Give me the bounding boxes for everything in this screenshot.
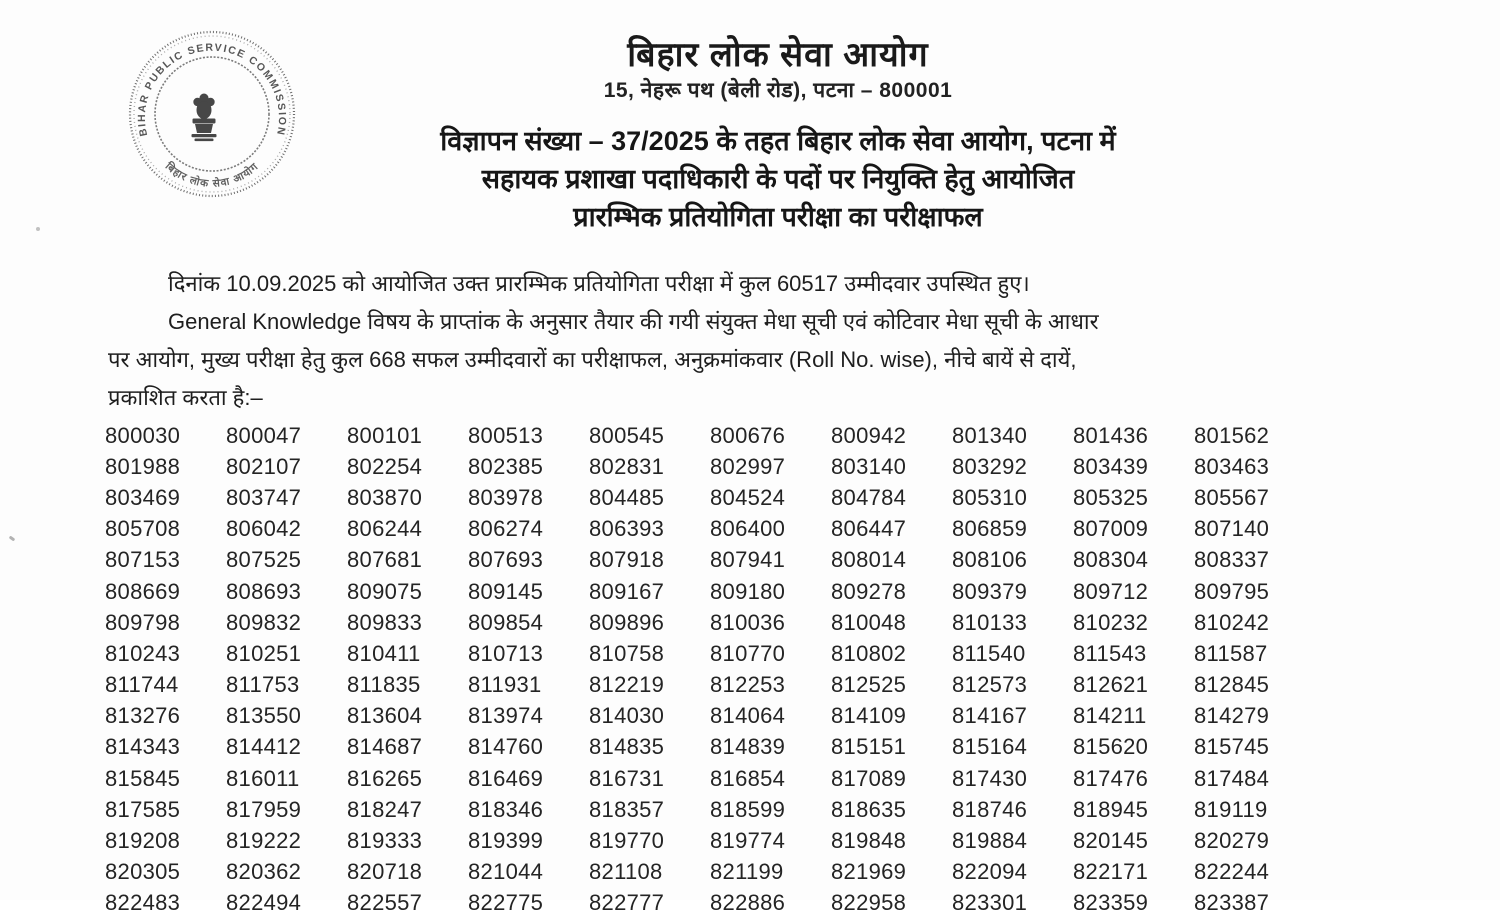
roll-number: 805325 bbox=[1073, 484, 1149, 510]
roll-number: 818599 bbox=[710, 796, 786, 822]
roll-number: 814412 bbox=[226, 734, 302, 760]
roll-number: 813974 bbox=[468, 703, 544, 729]
roll-number: 817585 bbox=[105, 796, 181, 822]
roll-number: 819884 bbox=[952, 828, 1028, 854]
roll-number: 823387 bbox=[1194, 890, 1270, 916]
roll-number: 819770 bbox=[589, 828, 665, 854]
roll-number: 815164 bbox=[952, 734, 1028, 760]
roll-number: 811587 bbox=[1194, 640, 1268, 666]
roll-number: 808106 bbox=[952, 547, 1028, 573]
roll-number: 823359 bbox=[1073, 890, 1149, 916]
org-address: 15, नेहरू पथ (बेली रोड), पटना – 800001 bbox=[603, 79, 953, 102]
roll-number: 822094 bbox=[952, 859, 1028, 885]
roll-number: 800030 bbox=[105, 422, 181, 448]
roll-number: 809712 bbox=[1073, 578, 1149, 604]
roll-number: 806274 bbox=[468, 516, 544, 542]
roll-number: 812573 bbox=[952, 672, 1028, 698]
roll-number: 809832 bbox=[226, 609, 302, 635]
roll-number: 812621 bbox=[1073, 672, 1149, 698]
roll-number: 815845 bbox=[105, 765, 181, 791]
roll-number: 812253 bbox=[710, 672, 786, 698]
roll-number: 800101 bbox=[347, 422, 423, 448]
roll-number: 817430 bbox=[952, 765, 1028, 791]
roll-number: 808304 bbox=[1073, 547, 1149, 573]
roll-number: 821044 bbox=[468, 859, 544, 885]
roll-number: 807140 bbox=[1194, 516, 1270, 542]
roll-number: 809075 bbox=[347, 578, 423, 604]
roll-number: 819208 bbox=[105, 828, 181, 854]
roll-number: 817089 bbox=[831, 765, 907, 791]
roll-number: 800676 bbox=[710, 422, 786, 448]
roll-number: 818945 bbox=[1073, 796, 1149, 822]
roll-number: 809798 bbox=[105, 609, 181, 635]
roll-number: 808669 bbox=[105, 578, 181, 604]
roll-number: 819222 bbox=[226, 828, 302, 854]
body-paragraph-line-2: General Knowledge विषय के प्राप्तांक के अनुसार तैयार की गयी संयुक्त मेधा सूची एवं कोटिवार मेधा सूची के आधार bbox=[168, 309, 1099, 334]
roll-number: 822886 bbox=[710, 890, 786, 916]
roll-number: 814835 bbox=[589, 734, 665, 760]
roll-number: 810048 bbox=[831, 609, 907, 635]
roll-number: 814167 bbox=[952, 703, 1028, 729]
roll-number: 814211 bbox=[1073, 703, 1147, 729]
roll-number: 820279 bbox=[1194, 828, 1270, 854]
roll-number: 821199 bbox=[710, 859, 784, 885]
roll-number: 814064 bbox=[710, 703, 786, 729]
roll-number: 801562 bbox=[1194, 422, 1270, 448]
roll-number: 812525 bbox=[831, 672, 907, 698]
roll-number: 811744 bbox=[105, 672, 179, 698]
roll-number: 819774 bbox=[710, 828, 786, 854]
roll-number: 814839 bbox=[710, 734, 786, 760]
scan-speck bbox=[9, 536, 16, 542]
roll-number: 810242 bbox=[1194, 609, 1270, 635]
roll-number: 809167 bbox=[589, 578, 665, 604]
roll-number: 803469 bbox=[105, 484, 181, 510]
roll-number: 817476 bbox=[1073, 765, 1149, 791]
roll-number: 806393 bbox=[589, 516, 665, 542]
roll-number: 800942 bbox=[831, 422, 907, 448]
roll-number: 813276 bbox=[105, 703, 181, 729]
roll-number: 816265 bbox=[347, 765, 423, 791]
notice-title-line-2: सहायक प्रशाखा पदाधिकारी के पदों पर नियुक्ति हेतु आयोजित bbox=[481, 164, 1075, 194]
roll-number: 810243 bbox=[105, 640, 181, 666]
roll-number: 813604 bbox=[347, 703, 423, 729]
roll-number: 814030 bbox=[589, 703, 665, 729]
seal-ring-text-top: BIHAR PUBLIC SERVICE COMMISSION bbox=[135, 41, 289, 138]
roll-number: 816011 bbox=[226, 765, 300, 791]
org-name: बिहार लोक सेवा आयोग bbox=[627, 36, 929, 74]
roll-number: 802107 bbox=[226, 453, 302, 479]
roll-number: 814760 bbox=[468, 734, 544, 760]
roll-number: 812845 bbox=[1194, 672, 1270, 698]
roll-number: 818247 bbox=[347, 796, 423, 822]
roll-number: 823301 bbox=[952, 890, 1028, 916]
roll-number: 811543 bbox=[1073, 640, 1147, 666]
roll-number: 807525 bbox=[226, 547, 302, 573]
roll-number: 806042 bbox=[226, 516, 302, 542]
roll-number: 807009 bbox=[1073, 516, 1149, 542]
roll-number: 810802 bbox=[831, 640, 907, 666]
roll-number: 819119 bbox=[1194, 796, 1268, 822]
roll-number: 810251 bbox=[226, 640, 302, 666]
notice-title-line-3: प्रारम्भिक प्रतियोगिता परीक्षा का परीक्षाफल bbox=[573, 202, 983, 232]
roll-number: 822171 bbox=[1073, 859, 1149, 885]
roll-number: 805310 bbox=[952, 484, 1028, 510]
roll-number: 808014 bbox=[831, 547, 907, 573]
roll-number: 809896 bbox=[589, 609, 665, 635]
roll-number: 821969 bbox=[831, 859, 907, 885]
roll-number: 820362 bbox=[226, 859, 302, 885]
roll-number: 803439 bbox=[1073, 453, 1149, 479]
roll-number: 807918 bbox=[589, 547, 665, 573]
roll-number: 801988 bbox=[105, 453, 181, 479]
roll-number: 810036 bbox=[710, 609, 786, 635]
roll-number: 809180 bbox=[710, 578, 786, 604]
roll-number: 806447 bbox=[831, 516, 907, 542]
roll-number: 802831 bbox=[589, 453, 665, 479]
roll-number: 810411 bbox=[347, 640, 421, 666]
roll-number: 819399 bbox=[468, 828, 544, 854]
roll-number: 803747 bbox=[226, 484, 302, 510]
roll-number: 817959 bbox=[226, 796, 302, 822]
roll-number: 804524 bbox=[710, 484, 786, 510]
roll-number: 809145 bbox=[468, 578, 544, 604]
roll-number: 803870 bbox=[347, 484, 423, 510]
roll-number: 804784 bbox=[831, 484, 907, 510]
roll-number: 822557 bbox=[347, 890, 423, 916]
roll-number: 805567 bbox=[1194, 484, 1270, 510]
roll-number: 822494 bbox=[226, 890, 302, 916]
roll-number: 810232 bbox=[1073, 609, 1149, 635]
roll-number: 806859 bbox=[952, 516, 1028, 542]
roll-number: 803292 bbox=[952, 453, 1028, 479]
roll-number: 815620 bbox=[1073, 734, 1149, 760]
roll-number: 808693 bbox=[226, 578, 302, 604]
roll-number: 809833 bbox=[347, 609, 423, 635]
roll-number: 801436 bbox=[1073, 422, 1149, 448]
roll-number: 822244 bbox=[1194, 859, 1270, 885]
roll-number: 812219 bbox=[589, 672, 665, 698]
roll-number: 820305 bbox=[105, 859, 181, 885]
roll-number: 807153 bbox=[105, 547, 181, 573]
roll-number: 815745 bbox=[1194, 734, 1270, 760]
body-paragraph-line-4: प्रकाशित करता है:– bbox=[108, 385, 263, 410]
roll-number: 816731 bbox=[589, 765, 665, 791]
roll-number: 806400 bbox=[710, 516, 786, 542]
roll-number: 814343 bbox=[105, 734, 181, 760]
roll-number: 814279 bbox=[1194, 703, 1270, 729]
roll-number: 814109 bbox=[831, 703, 907, 729]
roll-number: 818635 bbox=[831, 796, 907, 822]
roll-number: 800513 bbox=[468, 422, 544, 448]
roll-number: 813550 bbox=[226, 703, 302, 729]
roll-number: 810713 bbox=[468, 640, 544, 666]
body-paragraph-line-3: पर आयोग, मुख्य परीक्षा हेतु कुल 668 सफल उम्मीदवारों का परीक्षाफल, अनुक्रमांकवार (Roll No. wise), नीचे बायें से दायें, bbox=[108, 347, 1077, 372]
roll-number: 821108 bbox=[589, 859, 663, 885]
roll-number: 808337 bbox=[1194, 547, 1270, 573]
roll-number: 802254 bbox=[347, 453, 423, 479]
roll-number: 814687 bbox=[347, 734, 423, 760]
roll-number: 820718 bbox=[347, 859, 423, 885]
roll-number: 806244 bbox=[347, 516, 423, 542]
roll-number: 822483 bbox=[105, 890, 181, 916]
roll-number: 822775 bbox=[468, 890, 544, 916]
roll-number: 805708 bbox=[105, 516, 181, 542]
scan-speck bbox=[36, 227, 40, 231]
roll-number: 810133 bbox=[952, 609, 1028, 635]
roll-number: 809795 bbox=[1194, 578, 1270, 604]
roll-number: 822958 bbox=[831, 890, 907, 916]
roll-number: 809379 bbox=[952, 578, 1028, 604]
body-paragraph-line-1: दिनांक 10.09.2025 को आयोजित उक्त प्रारम्भिक प्रतियोगिता परीक्षा में कुल 60517 उम्मीदवार उपस्थित हुए। bbox=[168, 271, 1030, 296]
roll-number: 800545 bbox=[589, 422, 665, 448]
roll-number: 804485 bbox=[589, 484, 665, 510]
roll-number: 803463 bbox=[1194, 453, 1270, 479]
roll-number: 803978 bbox=[468, 484, 544, 510]
roll-number: 819848 bbox=[831, 828, 907, 854]
roll-number: 802385 bbox=[468, 453, 544, 479]
roll-number: 820145 bbox=[1073, 828, 1149, 854]
roll-number: 819333 bbox=[347, 828, 423, 854]
roll-number: 816469 bbox=[468, 765, 544, 791]
roll-number: 822777 bbox=[589, 890, 665, 916]
roll-number: 807681 bbox=[347, 547, 423, 573]
roll-number: 802997 bbox=[710, 453, 786, 479]
roll-number: 810758 bbox=[589, 640, 665, 666]
notice-title-line-1: विज्ञापन संख्या – 37/2025 के तहत बिहार लोक सेवा आयोग, पटना में bbox=[440, 126, 1116, 156]
roll-number: 817484 bbox=[1194, 765, 1270, 791]
roll-number: 809854 bbox=[468, 609, 544, 635]
roll-number: 810770 bbox=[710, 640, 786, 666]
roll-number: 809278 bbox=[831, 578, 907, 604]
roll-number-grid bbox=[105, 420, 1315, 919]
roll-number: 807941 bbox=[710, 547, 786, 573]
roll-number: 811540 bbox=[952, 640, 1026, 666]
seal-ring-text-bottom: बिहार लोक सेवा आयोग bbox=[162, 160, 262, 190]
roll-number: 818346 bbox=[468, 796, 544, 822]
roll-number: 811753 bbox=[226, 672, 300, 698]
roll-number: 811931 bbox=[468, 672, 542, 698]
roll-number: 801340 bbox=[952, 422, 1028, 448]
roll-number: 815151 bbox=[831, 734, 907, 760]
roll-number: 800047 bbox=[226, 422, 302, 448]
roll-number: 807693 bbox=[468, 547, 544, 573]
roll-number: 816854 bbox=[710, 765, 786, 791]
roll-number: 818357 bbox=[589, 796, 665, 822]
roll-number: 803140 bbox=[831, 453, 907, 479]
roll-number: 811835 bbox=[347, 672, 421, 698]
roll-number: 818746 bbox=[952, 796, 1028, 822]
